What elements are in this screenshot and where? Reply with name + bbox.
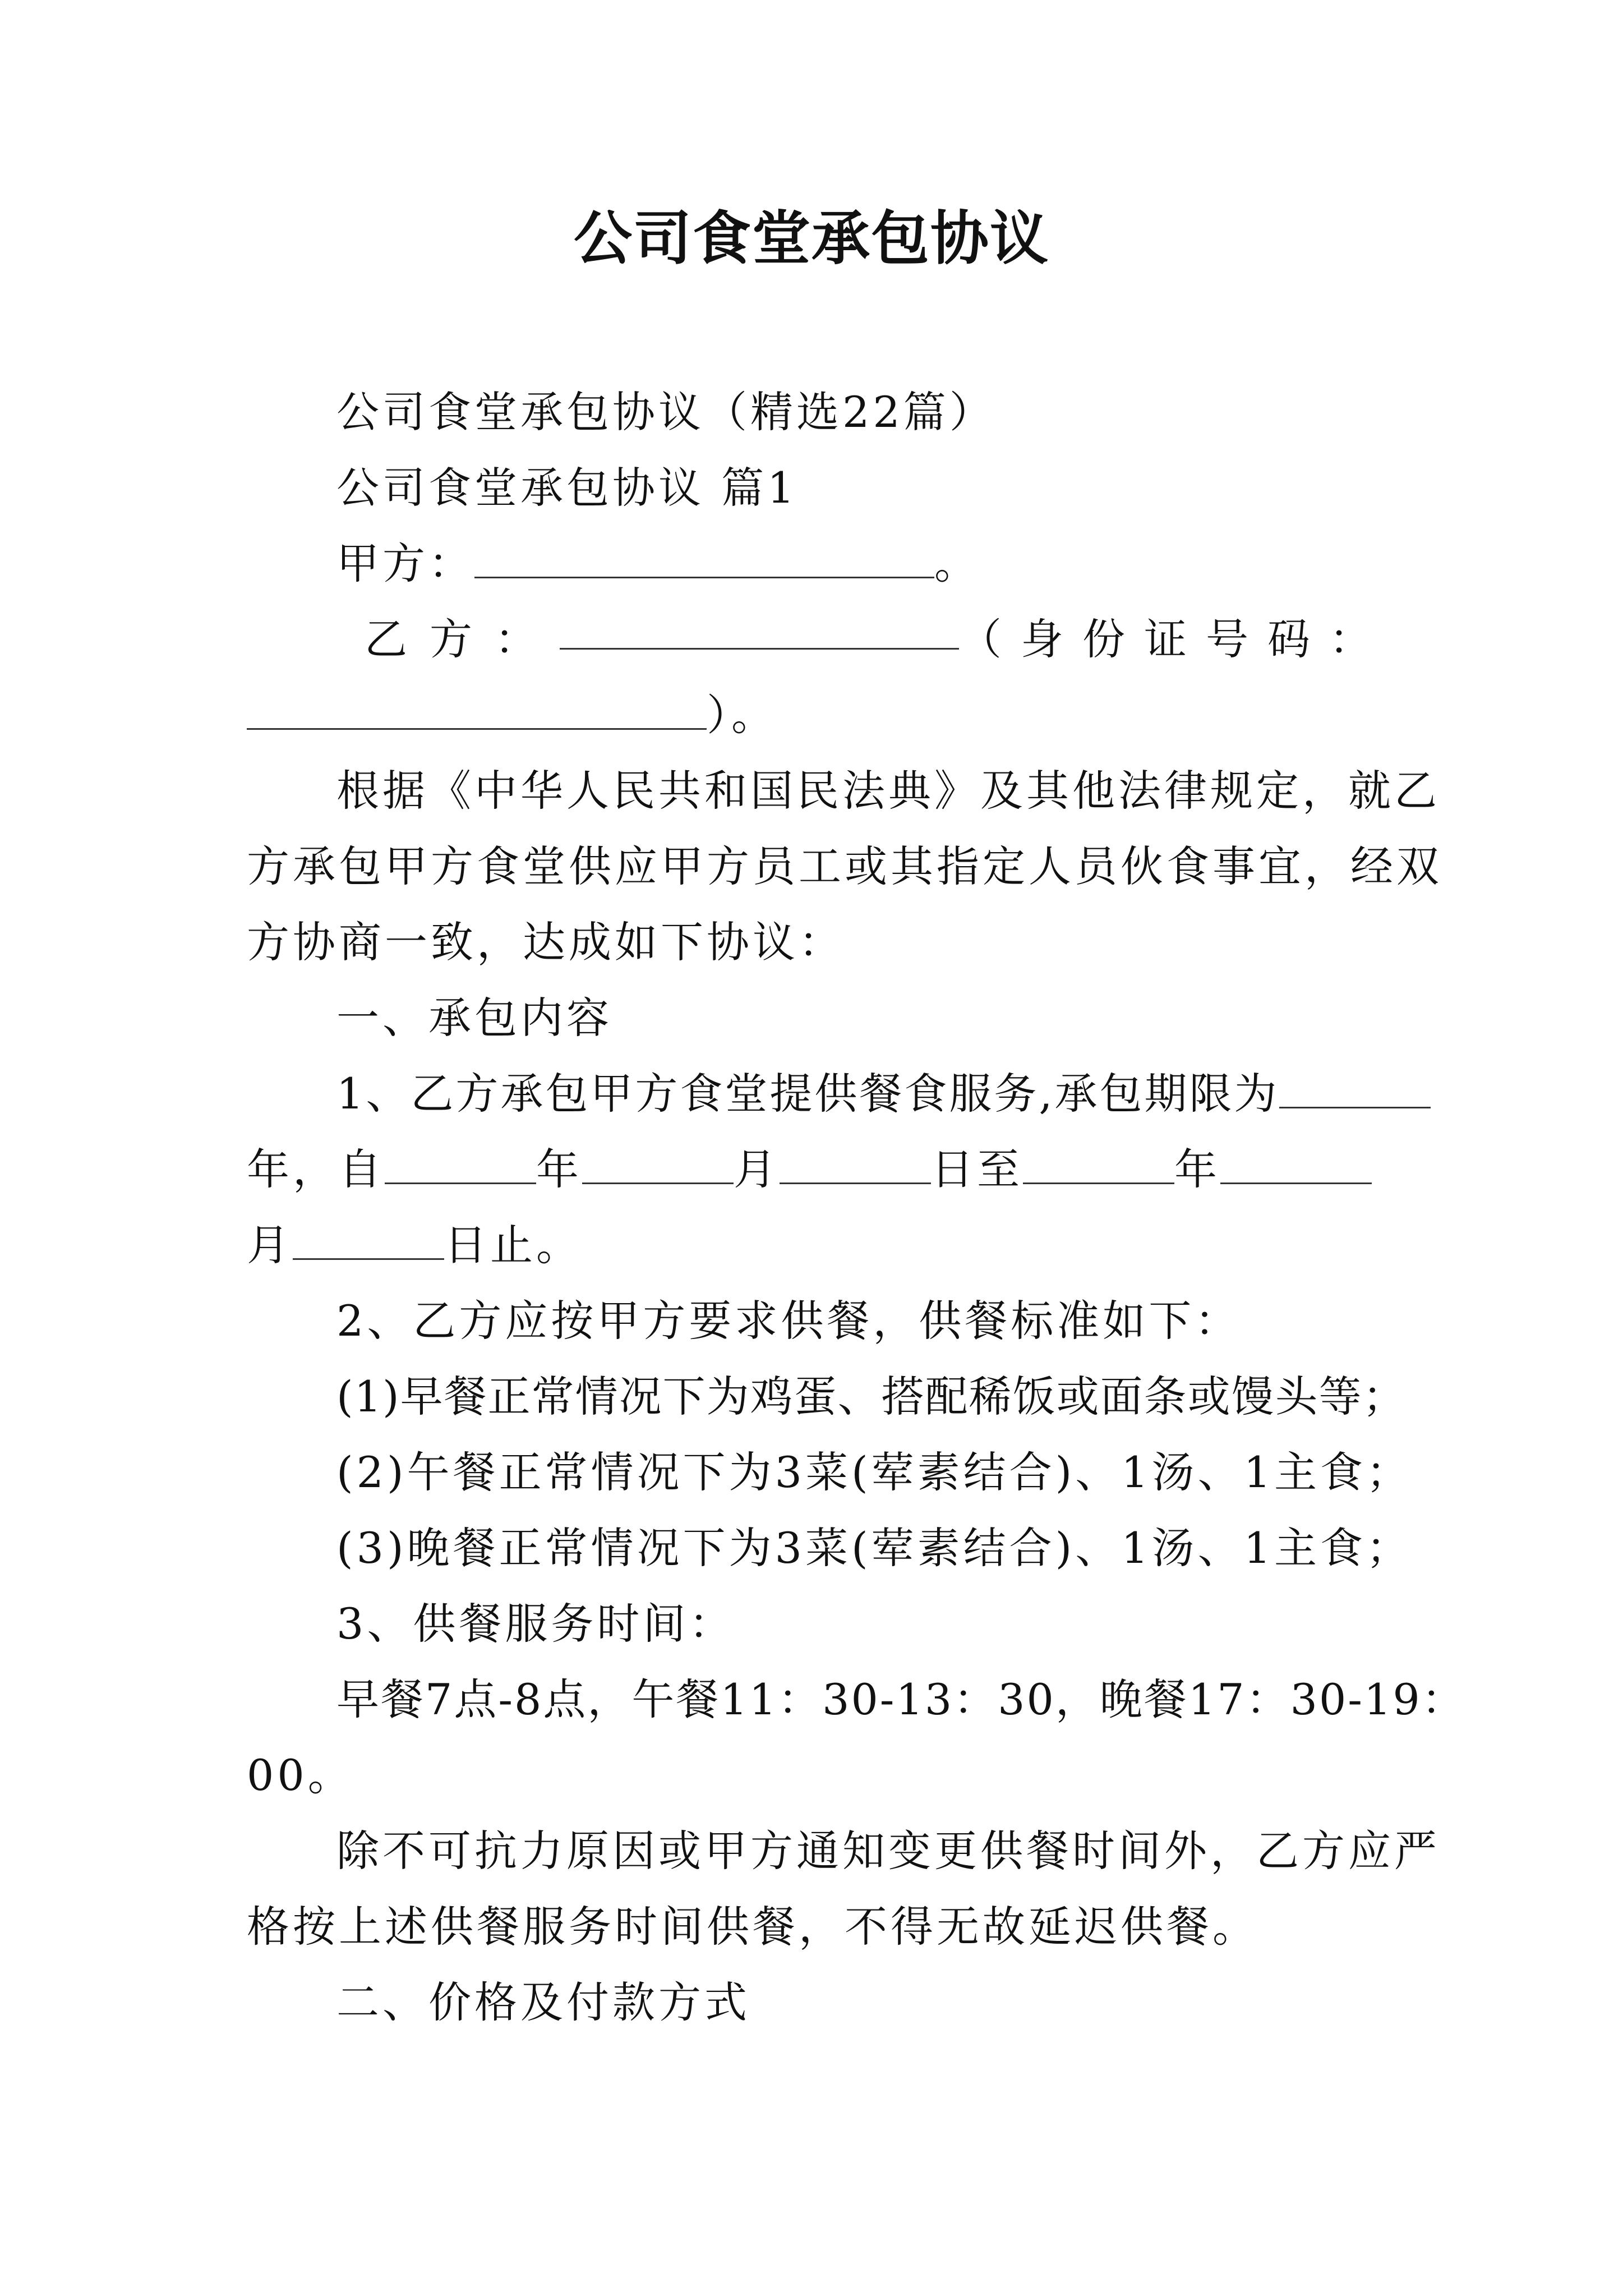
- body-line: 方协商一致，达成如下协议：: [247, 917, 845, 967]
- term-dates-day-to: 日至: [931, 1144, 1023, 1194]
- party-b-line: [365, 609, 1391, 670]
- party-b-id-end: ）。: [707, 690, 777, 740]
- body-line: 2、乙方应按甲方要求供餐，供餐标准如下：: [336, 1296, 1241, 1346]
- party-a-end: 。: [934, 539, 980, 588]
- term-end-day-unit: 日止。: [444, 1220, 582, 1270]
- list-item: (2)午餐正常情况下为3菜(荤素结合)、1汤、1主食；: [336, 1447, 1413, 1497]
- subtitle-line: 公司食堂承包协议（精选22篇）: [336, 387, 995, 437]
- start-year-blank: [385, 1143, 536, 1184]
- end-year-blank: [1023, 1143, 1174, 1184]
- party-b-id-blank: [247, 689, 707, 730]
- term-end-month-unit: 月: [247, 1220, 293, 1270]
- term-end-line: [247, 1214, 1391, 1276]
- term-line: [336, 1063, 1391, 1125]
- party-b-id-line: [247, 684, 1391, 746]
- term-dates-year-from: 年，自: [247, 1144, 385, 1194]
- start-day-blank: [780, 1143, 931, 1184]
- party-a-line: [336, 533, 1391, 595]
- body-line: 00。: [247, 1750, 354, 1800]
- term-dates-month-unit: 月: [734, 1144, 780, 1194]
- party-a-label: 甲方：: [336, 539, 474, 588]
- term-dates-end-year-unit: 年: [1174, 1144, 1220, 1194]
- term-label: 1、乙方承包甲方食堂提供餐食服务,承包期限为: [336, 1069, 1279, 1119]
- section-heading-1: 一、承包内容: [336, 993, 612, 1043]
- end-month-blank: [1220, 1143, 1372, 1184]
- start-month-blank: [582, 1143, 734, 1184]
- body-line: 方承包甲方食堂供应甲方员工或其指定人员伙食事宜，经双: [247, 841, 1442, 891]
- body-line: 3、供餐服务时间：: [336, 1599, 735, 1649]
- term-dates-year-unit: 年: [536, 1144, 582, 1194]
- body-line: 除不可抗力原因或甲方通知变更供餐时间外，乙方应严: [336, 1826, 1440, 1876]
- party-b-blank: [560, 609, 959, 650]
- section-heading-line: 公司食堂承包协议 篇1: [336, 463, 798, 513]
- term-years-blank: [1279, 1068, 1431, 1108]
- document-title: 公司食堂承包协议: [573, 204, 1049, 273]
- term-dates-line: [247, 1139, 1391, 1200]
- body-line: 根据《中华人民共和国民法典》及其他法律规定，就乙: [336, 766, 1440, 816]
- party-b-id-label: （身份证号码：: [959, 614, 1391, 664]
- end-day-blank: [293, 1219, 444, 1260]
- list-item: (1)早餐正常情况下为鸡蛋、搭配稀饭或面条或馒头等；: [336, 1372, 1407, 1421]
- party-b-label: 乙方：: [365, 614, 560, 664]
- body-line: 格按上述供餐服务时间供餐，不得无故延迟供餐。: [247, 1902, 1258, 1952]
- section-heading-2: 二、价格及付款方式: [336, 1977, 750, 2027]
- party-a-blank: [474, 537, 934, 578]
- list-item: (3)晚餐正常情况下为3菜(荤素结合)、1汤、1主食；: [336, 1523, 1413, 1573]
- body-line: 早餐7点-8点，午餐11：30-13：30，晚餐17：30-19：: [336, 1674, 1466, 1724]
